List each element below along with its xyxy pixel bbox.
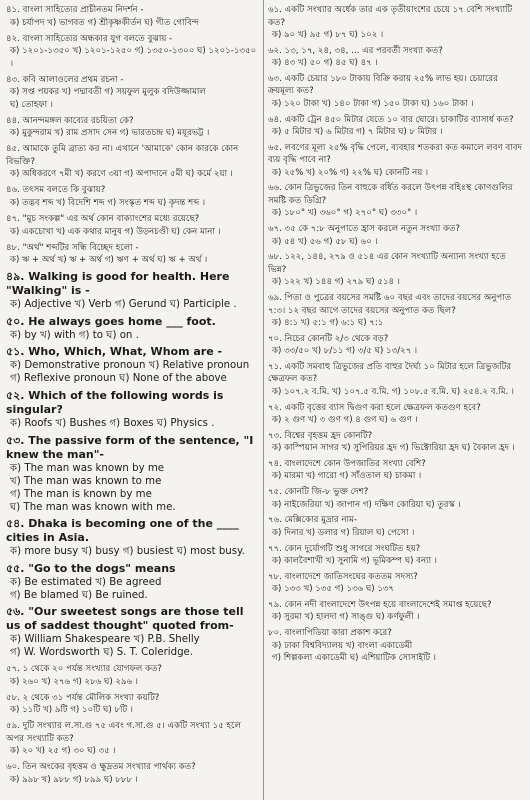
- question-item: [6, 761, 260, 786]
- question-stem: ৪৩. কবি আলাওলের প্রথম রচনা -: [6, 74, 124, 85]
- answer-options: [268, 442, 526, 455]
- question-stem: ৭০. নিচের কোনটি ২/৩ থেকে বড়?: [268, 333, 389, 344]
- answer-option-line: ক) ২৬০ খ) ২৭৬ গ) ২৮৬ ঘ) ২৯৬ ।: [10, 676, 138, 687]
- answer-option-line: ক) কালবৈশাখী খ) সুনামি গ) ভূমিকম্প ঘ) বন্যা ।: [272, 556, 437, 566]
- answer-option-line: ক) more busy খ) busy গ) busiest ঘ) most busy.: [10, 546, 245, 558]
- question-item: [6, 562, 260, 602]
- answer-option-line: ক) ৫ মিটার খ) ৬ মিটার গ) ৭ মিটার ঘ) ৮ মিটার ।: [272, 127, 443, 138]
- question-stem: ৬৫. লবণের মূল্য ২৫% বৃদ্ধি পেলে, ব্যবহার শতকরা কত কমালে লবণ বাবদ ব্যয় বৃদ্ধি পাবে না?: [268, 142, 523, 166]
- answer-option-line: ক) ২০ খ) ২৫ গ) ৩০ ঘ) ৩৫ ।: [10, 746, 116, 757]
- answer-options: [6, 168, 260, 181]
- question-stem: ৬৪. একটি ট্রেন ৪৫০ মিটার যেতে ১০ বার ঘোরে। চাকাটির ব্যাসার্ধ কত?: [268, 114, 514, 125]
- answer-options: [268, 167, 526, 180]
- answer-options: [6, 329, 260, 342]
- question-stem: ৭৪. বাংলাদেশে কোন উপজাতির সংখ্যা বেশি?: [268, 458, 426, 469]
- question-stem: ৪৭. "মুচ সংকল্প" এর অর্থ কোন বাক্যাংশের মধ্যে রয়েছে?: [6, 214, 200, 225]
- answer-options: [268, 345, 526, 358]
- answer-option-line: ক) একচোখা খ) এক কথার মানুষ গ) উড়নচণ্ডী ঘ) কেন মানা ।: [10, 226, 221, 237]
- answer-option-line: ক) দিনার খ) ডলার গ) রিয়াল ঘ) পেসো ।: [272, 527, 415, 538]
- question-stem: ৪৫. আমাকে তুমি ব্রাত্য কর না। এখানে 'আমাকে' কোন কারকে কোন বিভক্তি?: [6, 144, 239, 167]
- answer-options: [268, 414, 526, 427]
- answer-option-line: ক) ঢাকা বিশ্ববিদ্যালয় খ) বাংলা একাডেমী: [272, 640, 413, 651]
- answer-option-line: গ) Reflexive pronoun ঘ) None of the above: [10, 373, 227, 385]
- question-item: [268, 45, 526, 70]
- answer-option-line: ক) অধিকরণে ৭মী খ) করণে ৩য়া গ) অপাদানে ৫মী ঘ) কর্মে ২য়া ।: [10, 169, 233, 180]
- question-stem: ৬৯. পিতা ও পুত্রের বয়সের সমষ্টি ৬০ বছর এবং তাদের বয়সের অনুপাত ৭:৩। ১২ বছর আগে তাদের বয়সের অনুপাত কত ছিল?: [268, 293, 512, 316]
- answer-option-line: ক) ১২২ খ) ১৪৪ গ) ২৭৯ ঘ) ৫১৪ ।: [272, 277, 400, 288]
- answer-option-line: খ) The man was known to me: [10, 475, 162, 487]
- question-item: [268, 599, 526, 624]
- question-stem: ৬০. তিন অংকের বৃহত্তম ও ক্ষুদ্রতম সংখ্যার পার্থক্য কত?: [6, 762, 196, 773]
- answer-option-line: ক) ৫৪ খ) ৫৬ গ) ৫৮ ঘ) ৬০ ।: [272, 236, 378, 247]
- question-item: [268, 458, 526, 483]
- answer-option-line: ক) ১৩৩ খ) ১৩৫ গ) ১৩৬ ঘ) ১৩৭: [272, 584, 395, 595]
- answer-option-line: ক) Adjective খ) Verb গ) Gerund ঘ) Participle .: [10, 299, 237, 311]
- question-item: [268, 251, 526, 289]
- question-stem: ৭৮. বাংলাদেশে জাতিসংঘের কততম সদস্য?: [268, 571, 418, 582]
- question-item: [6, 345, 260, 385]
- question-item: [6, 692, 260, 717]
- answer-option-line: ক) সুরমা খ) হালদা গ) সাঙ্গু ঘ) কর্ণফুলী ।: [272, 612, 420, 623]
- question-stem: ৫৭. ১ থেকে ২০ পর্যন্ত সংখ্যার যোগফল কত?: [6, 664, 162, 674]
- question-item: [268, 514, 526, 539]
- question-item: [6, 4, 260, 29]
- question-stem: ৭৬. মেক্সিকোর মুদ্রার নাম-: [268, 515, 358, 526]
- question-item: [268, 486, 526, 511]
- answer-options: [6, 359, 260, 385]
- answer-options: [268, 527, 526, 540]
- left-column: [6, 4, 260, 790]
- question-stem: ৬৬. কোন ত্রিভুজের তিন বাহুকে বর্ধিত করলে উৎপন্ন বহিঃস্থ কোণগুলির সমষ্টি কত ডিগ্রি?: [268, 183, 513, 206]
- answer-options: [268, 29, 526, 42]
- answer-options: [268, 583, 526, 596]
- question-item: [268, 142, 526, 180]
- question-item: [268, 182, 526, 220]
- answer-options: [268, 470, 526, 483]
- question-stem: ৭১. একটি সমবাহু ত্রিভুজের প্রতি বাহুর দৈর্ঘ্য ১০ মিটার হলে ত্রিভুজটির ক্ষেত্রফল কত?: [268, 361, 512, 385]
- answer-options: [268, 126, 526, 139]
- answer-options: [268, 499, 526, 512]
- answer-option-line: ক) Roofs খ) Bushes গ) Boxes ঘ) Physics .: [10, 418, 215, 430]
- column-divider: [263, 0, 264, 800]
- question-item: [6, 315, 260, 342]
- question-item: [268, 430, 526, 455]
- answer-options: [6, 86, 260, 111]
- answer-option-line: ক) ১০৭.২ ব.মি. খ) ১০৭.৫ ব.মি. গ) ১০৮.৫ ব.মি. ঘ) ২৫৪.২ ব.মি. ।: [272, 386, 515, 397]
- question-stem: ৫০. He always goes home ___ foot.: [6, 314, 216, 328]
- question-item: [6, 143, 260, 181]
- question-item: [268, 4, 526, 42]
- answer-option-line: ঘ) The man was known with me.: [10, 501, 176, 513]
- answer-option-line: ক) চর্যাপদ খ) ভাগবত গ) শ্রীকৃষ্ণকীর্তন ঘ) গীত গোবিন্দ: [10, 17, 199, 28]
- question-item: [6, 213, 260, 238]
- question-stem: ৮০. বাংলাপিডিয়া কারা প্রকাশ করে?: [268, 628, 392, 639]
- answer-options: [268, 207, 526, 220]
- question-item: [6, 74, 260, 112]
- question-item: [268, 73, 526, 111]
- answer-option-line: ঘ) তোহফা ।: [10, 99, 53, 110]
- question-item: [6, 115, 260, 140]
- question-stem: ৭৭. কোন দুর্যোগটি শুধু সাগরে সংঘটিত হয়?: [268, 543, 421, 554]
- question-item: [6, 242, 260, 267]
- question-item: [268, 333, 526, 358]
- answer-options: [6, 704, 260, 717]
- answer-options: [6, 774, 260, 787]
- answer-options: [268, 98, 526, 111]
- answer-option-line: ক) Be estimated খ) Be agreed: [10, 576, 162, 588]
- question-stem: ৬২. ১৩, ১৭, ২৪, ৩৪, ... এর পরবর্তী সংখ্যা কত?: [268, 45, 443, 56]
- question-stem: ৪২. বাংলা সাহিত্যের অন্ধকার যুগ বলতে বুঝায় -: [6, 33, 173, 44]
- answer-options: [268, 640, 526, 665]
- question-stem: ৫৩. The passive form of the sentence, "I knew the man"-: [6, 433, 254, 461]
- question-stem: ৪৮. "অর্থ" শব্দটির সন্ধি বিচ্ছেদ হলো -: [6, 242, 139, 253]
- answer-option-line: গ) W. Wordsworth ঘ) S. T. Coleridge.: [10, 647, 194, 659]
- question-stem: ৫৮. ২ থেকে ৩১ পর্যন্ত মৌলিক সংখ্যা কয়টি?: [6, 692, 160, 703]
- question-item: [6, 663, 260, 688]
- answer-options: [268, 386, 526, 399]
- question-stem: ৭৯. কোন নদী বাংলাদেশে উৎপন্ন হয়ে বাংলাদেশেই সমাপ্ত হয়েছে?: [268, 599, 492, 610]
- question-stem: ৭২. একটি বৃত্তের ব্যাস দ্বিগুণ করা হলে ক্ষেত্রফল কতগুণ হবে?: [268, 402, 481, 413]
- answer-option-line: ক) ১১টি খ) ৯টি গ) ১০টি ঘ) ৮টি ।: [10, 705, 133, 716]
- answer-option-line: ক) William Shakespeare খ) P.B. Shelly: [10, 634, 200, 646]
- question-stem: ৫১. Who, Which, What, Whom are -: [6, 345, 223, 359]
- question-item: [268, 627, 526, 665]
- question-item: [6, 517, 260, 558]
- question-stem: ৬১. একটি সংখ্যার অর্ধেক তার এক তৃতীয়াংশের চেয়ে ১৭ বেশি সংখ্যাটি কত?: [268, 5, 513, 28]
- answer-options: [6, 633, 260, 659]
- answer-option-line: ক) ২৫% খ) ২০% গ) ২২% ঘ) কোনটি নয় ।: [272, 167, 429, 178]
- question-stem: ৪৯. Walking is good for health. Here "Walking" is -: [6, 270, 230, 298]
- answer-option-line: ক) ১৮০° খ) ৩৬০° গ) ২৭০° ঘ) ৩৩০° ।: [272, 208, 418, 219]
- answer-options: [6, 462, 260, 514]
- question-item: [268, 402, 526, 427]
- question-stem: ৭৩. বিশ্বের বৃহত্তম হ্রদ কোনটি?: [268, 430, 373, 441]
- answer-option-line: ক) Demonstrative pronoun খ) Relative pronoun: [10, 360, 250, 372]
- answer-options: [268, 276, 526, 289]
- answer-options: [6, 576, 260, 602]
- question-stem: ৫২. Which of the following words is singular?: [6, 389, 224, 417]
- answer-options: [6, 254, 260, 267]
- answer-option-line: ক) মারমা খ) গারো গ) সাঁওতাল ঘ) চাকমা ।: [272, 471, 422, 482]
- answer-options: [6, 545, 260, 558]
- answer-option-line: ক) কাস্পিয়ান সাগর খ) সুপিরিয়র হ্রদ গ) ভিক্টোরিয়া হ্রদ ঘ) বৈকাল হ্রদ ।: [272, 443, 515, 454]
- answer-options: [6, 676, 260, 689]
- question-item: [268, 223, 526, 248]
- answer-options: [268, 236, 526, 249]
- answer-options: [6, 127, 260, 140]
- question-stem: ৫৬. "Our sweetest songs are those tell us of saddest thought" quoted from-: [6, 605, 244, 633]
- question-item: [268, 114, 526, 139]
- question-stem: ৪৬. তৎসম বলতে কি বুঝায়?: [6, 185, 106, 196]
- answer-option-line: ক) নাইজেরিয়া খ) জাপান গ) দক্ষিণ কোরিয়া ঘ) তুরস্ক ।: [272, 499, 461, 510]
- answer-options: [6, 17, 260, 30]
- question-item: [6, 270, 260, 311]
- answer-option-line: ক) by খ) with গ) to ঘ) on .: [10, 329, 139, 341]
- answer-options: [268, 317, 526, 330]
- question-item: [6, 605, 260, 659]
- answer-options: [6, 197, 260, 210]
- answer-options: [6, 45, 260, 70]
- answer-options: [6, 298, 260, 311]
- answer-options: [6, 226, 260, 239]
- answer-option-line: ক) ৪৩ খ) ৫০ গ) ৪৫ ঘ) ৪৭ ।: [272, 58, 378, 69]
- answer-options: [6, 745, 260, 758]
- question-stem: ৫৯. দুটি সংখ্যার ল.সা.গু ৭৫ এবং গ.সা.গু ৫। একটি সংখ্যা ১৫ হলে অপর সংখ্যাটি কত?: [6, 721, 241, 744]
- question-stem: ৪১. বাংলা সাহিত্যের প্রাচীনতম নিদর্শন -: [6, 5, 144, 15]
- answer-options: [6, 417, 260, 430]
- question-item: [6, 720, 260, 758]
- answer-option-line: গ) The man is known by me: [10, 488, 152, 500]
- answer-option-line: ক) ৯৯৮ খ) ৯৮৮ গ) ৮৯৯ ঘ) ৮৮৮ ।: [10, 774, 138, 785]
- question-item: [268, 571, 526, 596]
- answer-option-line: গ) Be blamed ঘ) Be ruined.: [10, 589, 148, 601]
- question-item: [6, 389, 260, 430]
- answer-option-line: ক) The man was known by me: [10, 462, 165, 474]
- question-stem: ৭৫. কোনটি জি-৮ ভুক্ত দেশ?: [268, 487, 369, 498]
- answer-option-line: ক) ঋ + অর্থ খ) ঋ + অর্থ গ) ঋণ + অর্থ ঘ) ঋ + অর্থ ।: [10, 255, 208, 266]
- answer-option-line: ক) তদ্ভব শব্দ খ) বিদেশি শব্দ গ) সংস্কৃত শব্দ ঘ) কৃদন্ত শব্দ ।: [10, 197, 206, 208]
- answer-option-line: ক) ৯০ খ) ৯৫ গ) ৮৭ ঘ) ১০২ ।: [272, 30, 384, 40]
- answer-option-line: ক) ৪:১ খ) ৫:১ গ) ৬:১ ঘ) ৭:১: [272, 318, 384, 328]
- answer-option-line: ক) ২ গুণ খ) ৩ গুণ গ) ৪ গুণ ঘ) ৬ গুণ ।: [272, 415, 418, 426]
- answer-options: [268, 555, 526, 568]
- answer-options: [268, 611, 526, 624]
- answer-option-line: গ) শিল্পকলা একাডেমী ঘ) এশিয়াটিক সোসাইটি ।: [272, 653, 436, 664]
- answer-option-line: ক) ১২০ টাকা খ) ১৪০ টাকা গ) ১৫০ টাকা ঘ) ১৬০ টাকা ।: [272, 98, 474, 109]
- question-item: [268, 292, 526, 330]
- question-stem: ৫৫. "Go to the dogs" means: [6, 561, 176, 575]
- question-item: [268, 361, 526, 399]
- question-item: [268, 543, 526, 568]
- question-stem: ৬৭. ৩৫ কে ৭:৮ অনুপাতে হ্রাস করলে নতুন সংখ্যা কত?: [268, 224, 461, 235]
- answer-options: [268, 57, 526, 70]
- question-stem: ৬৮. ১২২, ১৪৪, ২৭৯ ও ৫১৪ এর কোন সংখ্যাটি অন্যান্য সংখ্যা হতে ভিন্ন?: [268, 252, 506, 275]
- answer-option-line: ক) ১২০১-১৩৫০ খ) ১২০১-১২৫০ গ) ১৩৫০-১৩০০ ঘ) ১২০১-১৩৫০ ।: [10, 46, 257, 69]
- right-column: [268, 4, 526, 668]
- answer-option-line: ক) মুকুন্দরাম খ) রাম প্রসাদ সেন গ) ভারতচন্দ্র ঘ) মযূরভট্ট ।: [10, 128, 210, 139]
- question-stem: ৬৩. একটি চেয়ার ১৮০ টাকায় বিক্রি করায় ২৫% লাভ হয়। চেয়ারের ক্রয়মূল্য কত?: [268, 73, 498, 97]
- question-stem: ৫৪. Dhaka is becoming one of the ____ cities in Asia.: [6, 517, 239, 545]
- question-item: [6, 434, 260, 514]
- question-item: [6, 33, 260, 71]
- question-stem: ৪৪. আনন্দমঙ্গল কাব্যের রচয়িতা কে?: [6, 115, 134, 126]
- answer-option-line: ক) ৩৩/৫০ খ) ৮/১১ গ) ৩/৫ ঘ) ১৩/২৭ ।: [272, 346, 418, 357]
- answer-option-line: ক) সপ্ত পয়কর খ) পদ্মাবতী গ) সয়ফুল মুলুক বদিউজ্জামাল: [10, 87, 206, 98]
- question-item: [6, 184, 260, 209]
